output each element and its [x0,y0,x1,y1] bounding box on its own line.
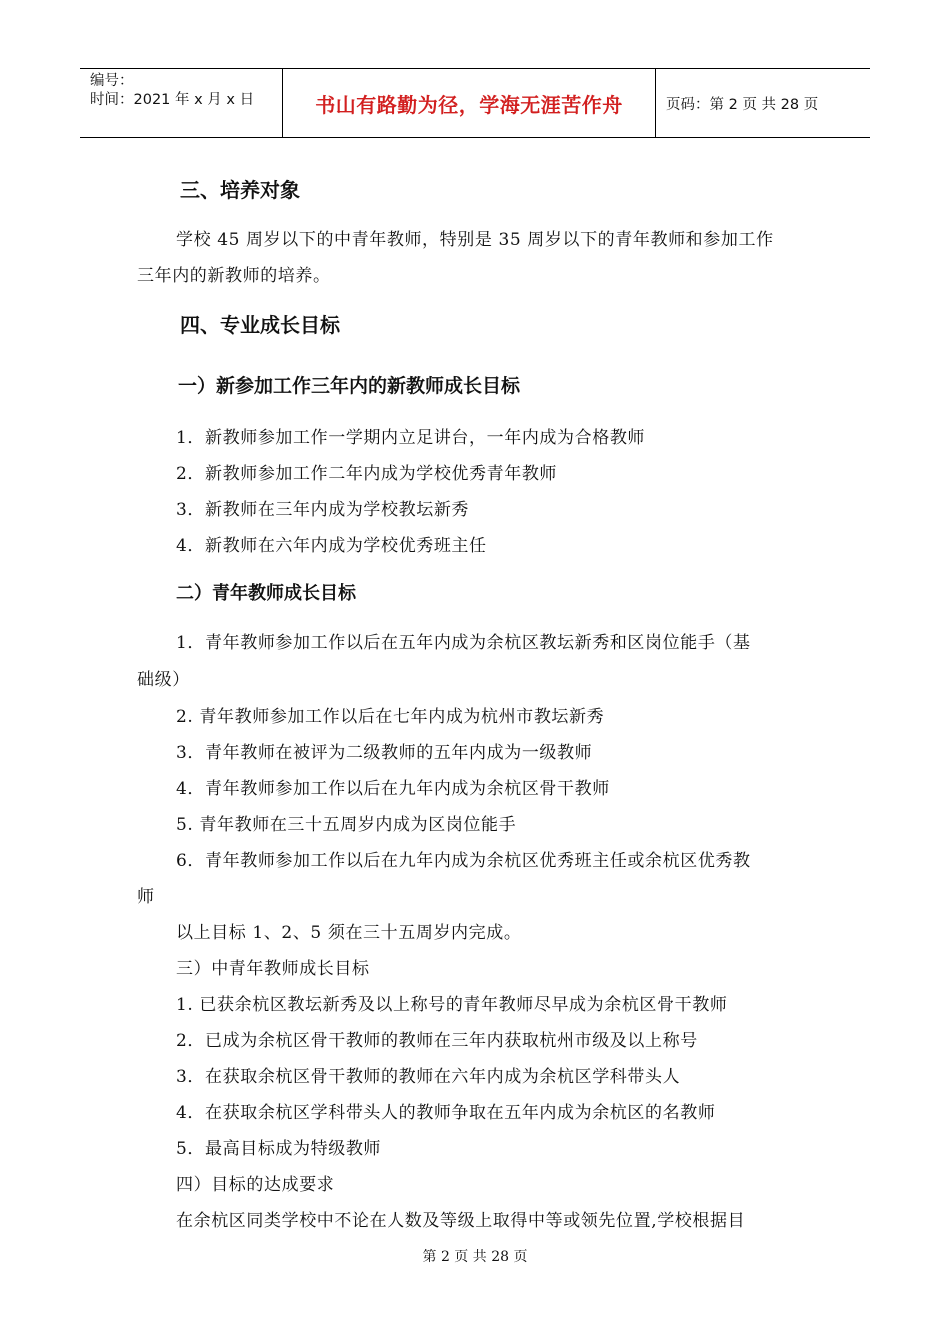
subsection-2-item: 1．青年教师参加工作以后在五年内成为余杭区教坛新秀和区岗位能手（基 [176,633,751,653]
section-3-paragraph-line-2: 三年内的新教师的培养。 [137,266,331,286]
subsection-3-item: 4．在获取余杭区学科带头人的教师争取在五年内成为余杭区的名教师 [176,1103,716,1123]
section-4-title: 四、专业成长目标 [180,313,340,337]
subsection-2-item: 5. 青年教师在三十五周岁内成为区岗位能手 [176,815,517,835]
header-meta [80,69,283,137]
subsection-4-title: 四）目标的达成要求 [176,1175,335,1195]
subsection-2-item: 4．青年教师参加工作以后在九年内成为余杭区骨干教师 [176,779,610,799]
subsection-2-item-continuation: 础级） [137,670,190,690]
document-number-label: 编号： [90,73,134,89]
subsection-1-item: 1．新教师参加工作一学期内立足讲台，一年内成为合格教师 [176,428,646,448]
document-time-label: 时间：2021 年 x 月 x 日 [90,92,255,108]
header-motto: 书山有路勤为径，学海无涯苦作舟 [315,92,623,117]
subsection-2-item-continuation: 师 [137,887,155,907]
subsection-3-title: 三）中青年教师成长目标 [176,959,370,979]
section-3-title: 三、培养对象 [180,178,300,202]
page-footer: 第 2 页 共 28 页 [422,1249,528,1265]
header-motto-cell [283,69,656,137]
subsection-2-note: 以上目标 1、2、5 须在三十五周岁内完成。 [176,923,522,943]
subsection-2-item: 2. 青年教师参加工作以后在七年内成为杭州市教坛新秀 [176,707,605,727]
subsection-1-item: 4．新教师在六年内成为学校优秀班主任 [176,536,487,556]
section-3-paragraph-line-1: 学校 45 周岁以下的中青年教师，特别是 35 周岁以下的青年教师和参加工作 [176,230,774,250]
page-header [80,68,870,138]
subsection-1-item: 3．新教师在三年内成为学校教坛新秀 [176,500,470,520]
subsection-2-item: 3．青年教师在被评为二级教师的五年内成为一级教师 [176,743,593,763]
subsection-4-paragraph: 在余杭区同类学校中不论在人数及等级上取得中等或领先位置,学校根据目 [176,1211,746,1231]
header-page-code: 页码：第 2 页 共 28 页 [666,96,819,113]
subsection-1-item: 2．新教师参加工作二年内成为学校优秀青年教师 [176,464,558,484]
subsection-3-item: 5．最高目标成为特级教师 [176,1139,382,1159]
subsection-3-item: 1. 已获余杭区教坛新秀及以上称号的青年教师尽早成为余杭区骨干教师 [176,995,728,1015]
subsection-1-title: 一）新参加工作三年内的新教师成长目标 [178,375,521,397]
subsection-3-item: 2．已成为余杭区骨干教师的教师在三年内获取杭州市级及以上称号 [176,1031,698,1051]
subsection-2-item: 6．青年教师参加工作以后在九年内成为余杭区优秀班主任或余杭区优秀教 [176,851,751,871]
subsection-2-title: 二）青年教师成长目标 [176,583,356,604]
subsection-3-item: 3．在获取余杭区骨干教师的教师在六年内成为余杭区学科带头人 [176,1067,681,1087]
